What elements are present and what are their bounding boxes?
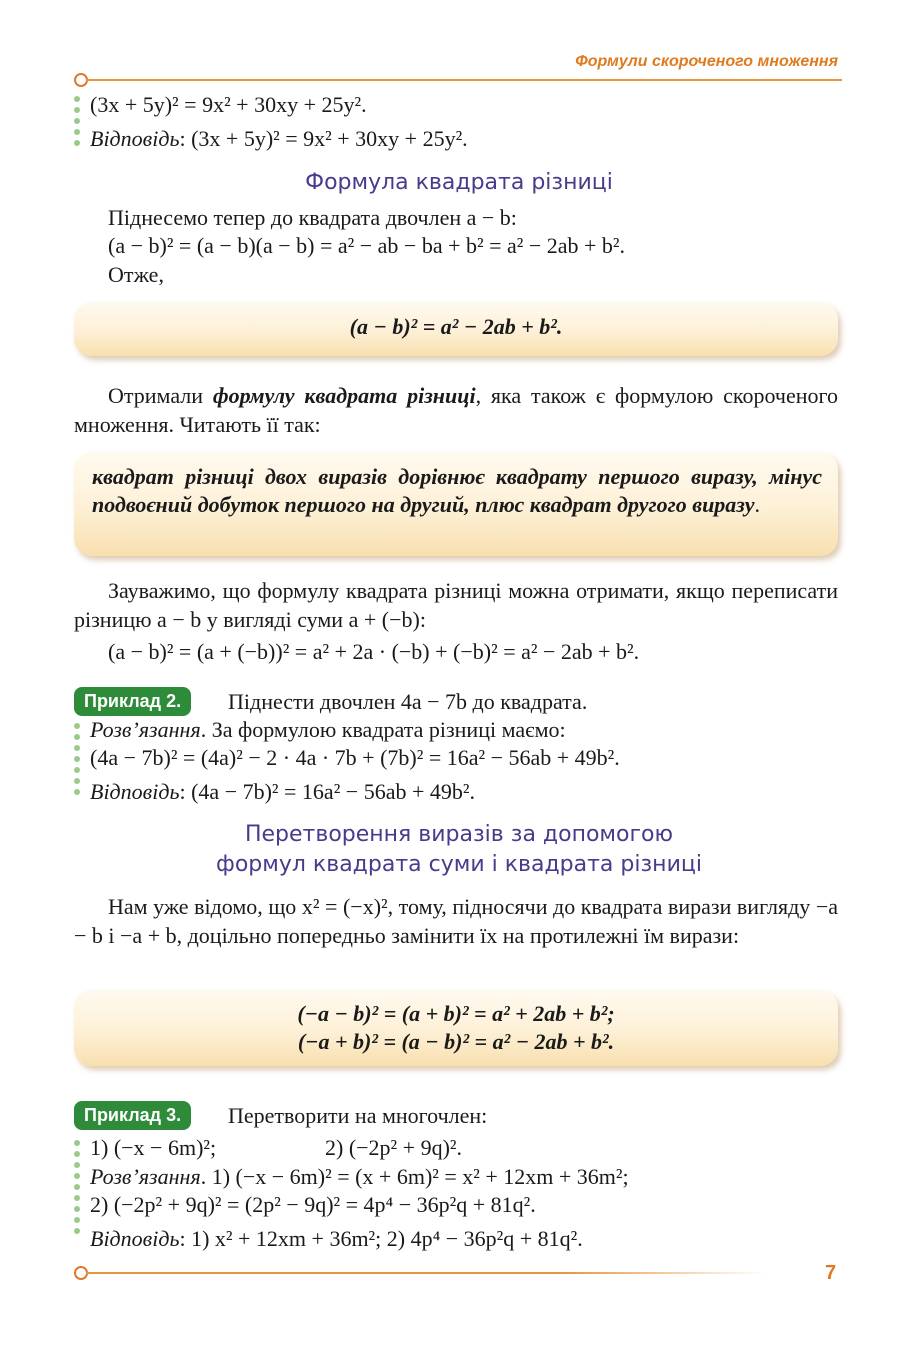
answer-label: Відповідь [90, 1226, 180, 1251]
rule-text-difference [92, 463, 822, 519]
page-number: 7 [825, 1262, 837, 1284]
dotted-marker [74, 96, 82, 151]
example3-task: Перетворити на многочлен: [228, 1103, 488, 1128]
formula-neg-diff: (−a + b)² = (a − b)² = a² − 2ab + b². [297, 1029, 615, 1054]
example2-solution [90, 716, 566, 744]
formula-box-transform [74, 990, 838, 1066]
solution-label: Розв’язання [90, 1164, 201, 1189]
para-bold-term: формулу квадрата різниці [212, 383, 476, 408]
note-formula: (a − b)² = (a + (−b))² = a² + 2a · (−b) + (−b)² = a² − 2ab + b². [108, 639, 640, 664]
answer-label: Відповідь [90, 779, 180, 804]
header-rule [86, 79, 842, 81]
example3-item1: 1) (−x − 6m)²; [90, 1135, 217, 1160]
answer-text: : (4a − 7b)² = 16a² − 56ab + 49b². [179, 779, 475, 804]
dotted-marker [74, 723, 82, 800]
answer-text: : 1) x² + 12xm + 36m²; 2) 4p⁴ − 36p²q + 81q². [179, 1226, 583, 1251]
difference-intro-line: Піднесемо тепер до квадрата двочлен a − b: [108, 205, 517, 230]
example3-item2: 2) (−2p² + 9q)². [325, 1135, 462, 1160]
section-title-difference: Формула квадрата різниці [305, 170, 613, 195]
section-title-transform-line1: Перетворення виразів за допомогою [244, 822, 674, 847]
footer-rule [86, 1272, 766, 1274]
example2-calculation: (4a − 7b)² = (4a)² − 2 · 4a · 7b + (7b)² = 16a² − 56ab + 49b². [90, 745, 620, 770]
rule-bold-text: квадрат різниці двох виразів дорівнює квадрату першого виразу, мінус подвоєний добуток першого на другий, плюс квадрат другого виразу [92, 464, 822, 517]
solution-text: . За формулою квадрата різниці маємо: [200, 717, 566, 742]
note-paragraph: Зауважимо, що формулу квадрата різниці можна отримати, якщо переписати різницю a − b у вигляді суми a + (−b): [74, 578, 838, 632]
formula-box-difference [74, 302, 838, 356]
rule-end: . [754, 492, 761, 517]
section-title-transform-line2: формул квадрата суми і квадрата різниці [216, 852, 702, 877]
example1-result-line: (3x + 5y)² = 9x² + 30xy + 25y². [90, 92, 367, 117]
example2-answer [90, 778, 475, 806]
dotted-marker [74, 1140, 82, 1239]
formula-neg-sum: (−a − b)² = (a + b)² = a² + 2ab + b²; [297, 1001, 615, 1026]
solution-text: . 1) (−x − 6m)² = (x + 6m)² = x² + 12xm + 36m²; [200, 1164, 629, 1189]
solution-label: Розв’язання [90, 717, 201, 742]
transform-paragraph: Нам уже відомо, що x² = (−x)², тому, підносячи до квадрата вирази вигляду −a − b і −a + b, доцільно попередньо замінити їх на протилежні їм вирази: [74, 894, 838, 948]
difference-derivation-line: (a − b)² = (a − b)(a − b) = a² − ab − ba + b² = a² − 2ab + b². [108, 233, 626, 258]
example2-task: Піднести двочлен 4a − 7b до квадрата. [228, 689, 588, 714]
para-end: , яка також є формулою скороченого множення. Читають її так: [74, 383, 838, 437]
difference-explanation-paragraph [74, 382, 838, 439]
formula-difference: (a − b)² = a² − 2ab + b². [349, 314, 563, 339]
example3-solution-line2: 2) (−2p² + 9q)² = (2p² − 9q)² = 4p⁴ − 36p²q + 81q². [90, 1192, 536, 1217]
example2-badge: Приклад 2. [74, 687, 191, 716]
answer-text: : (3x + 5y)² = 9x² + 30xy + 25y². [179, 126, 468, 151]
para-start: Отримали [108, 383, 213, 408]
running-header-title: Формули скороченого множення [575, 53, 838, 70]
example3-answer [90, 1225, 583, 1253]
therefore-line: Отже, [108, 262, 164, 287]
example3-solution [90, 1163, 629, 1191]
example1-answer [90, 125, 468, 153]
example3-badge: Приклад 3. [74, 1101, 191, 1130]
answer-label: Відповідь [90, 126, 180, 151]
